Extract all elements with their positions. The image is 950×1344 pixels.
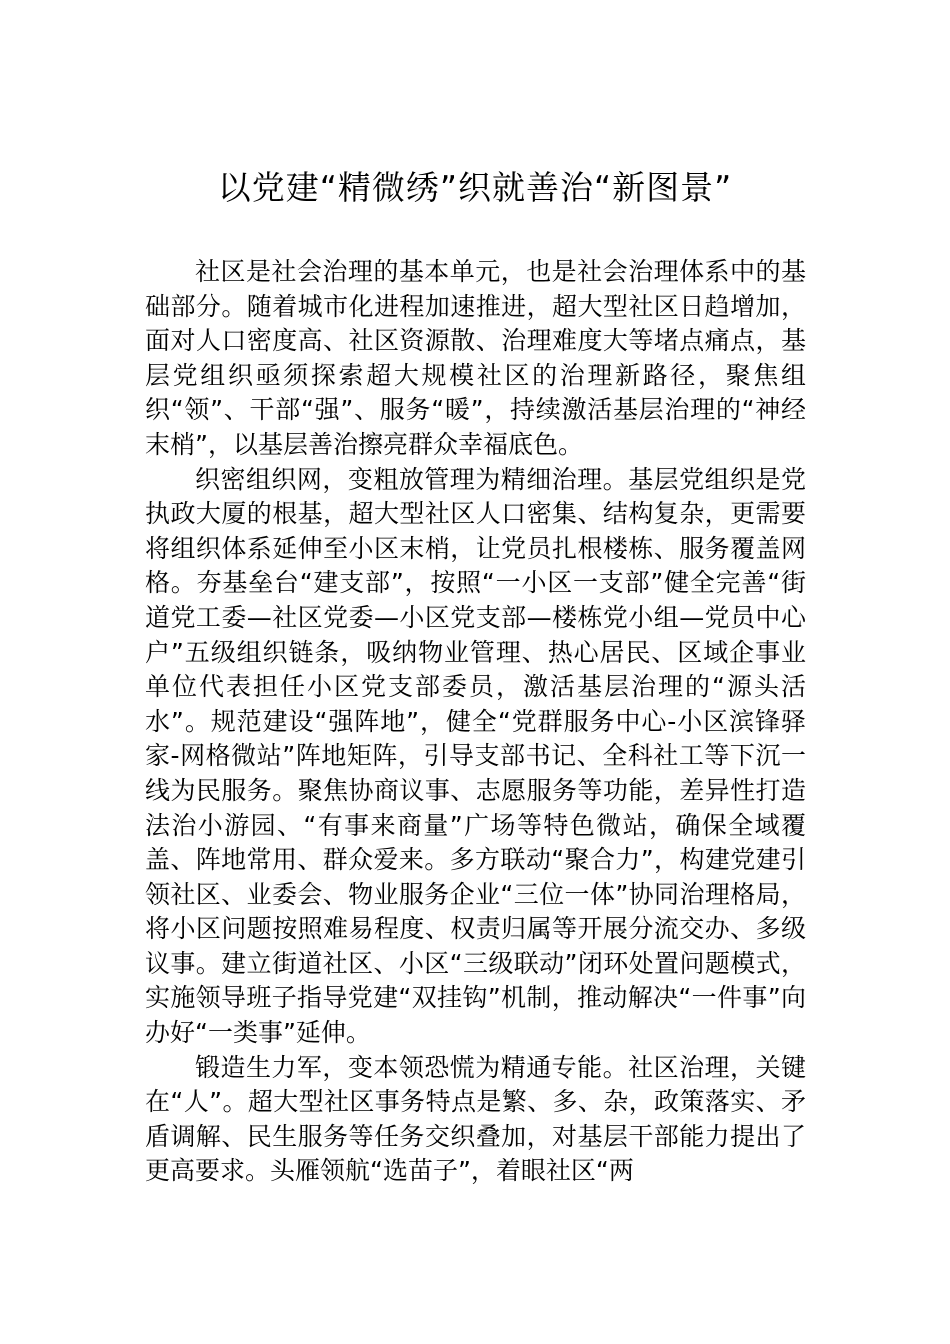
paragraph-1: 社区是社会治理的基本单元，也是社会治理体系中的基础部分。随着城市化进程加速推进，超大型社区日趋增加，面对人口密度高、社区资源散、治理难度大等堵点痛点，基层党组织亟须探索超大规模社区的治理新路径，聚焦组织“领”、干部“强”、服务“暖”，持续激活基层治理的“神经末梢”，以基层善治擦亮群众幸福底色。 [145, 257, 806, 459]
document-title: 以党建“精微绣”织就善治“新图景” [217, 168, 733, 207]
document-body [145, 255, 806, 1189]
paragraph-2: 织密组织网，变粗放管理为精细治理。基层党组织是党执政大厦的根基，超大型社区人口密集、结构复杂，更需要将组织体系延伸至小区末梢，让党员扎根楼栋、服务覆盖网格。夯基垒台“建支部”，按照“一小区一支部”健全完善“街道党工委—社区党委—小区党支部—楼栋党小组—党员中心户”五级组织链条，吸纳物业管理、热心居民、区域企事业单位代表担任小区党支部委员，激活基层治理的“源头活水”。规范建设“强阵地”，健全“党群服务中心-小区滨锋驿家-网格微站”阵地矩阵，引导支部书记、全科社工等下沉一线为民服务。聚焦协商议事、志愿服务等功能，差异性打造法治小游园、“有事来商量”广场等特色微站，确保全域覆盖、阵地常用、群众爱来。多方联动“聚合力”，构建党建引领社区、业委会、物业服务企业“三位一体”协同治理格局，将小区问题按照难易程度、权责归属等开展分流交办、多级议事。建立街道社区、小区“三级联动”闭环处置问题模式，实施领导班子指导党建“双挂钩”机制，推动解决“一件事”向办好“一类事”延伸。 [145, 464, 806, 1048]
paragraph-3: 锻造生力军，变本领恐慌为精通专能。社区治理，关键在“人”。超大型社区事务特点是繁、多、杂，政策落实、矛盾调解、民生服务等任务交织叠加，对基层干部能力提出了更高要求。头雁领航“选苗子”，着眼社区“两 [145, 1052, 806, 1186]
